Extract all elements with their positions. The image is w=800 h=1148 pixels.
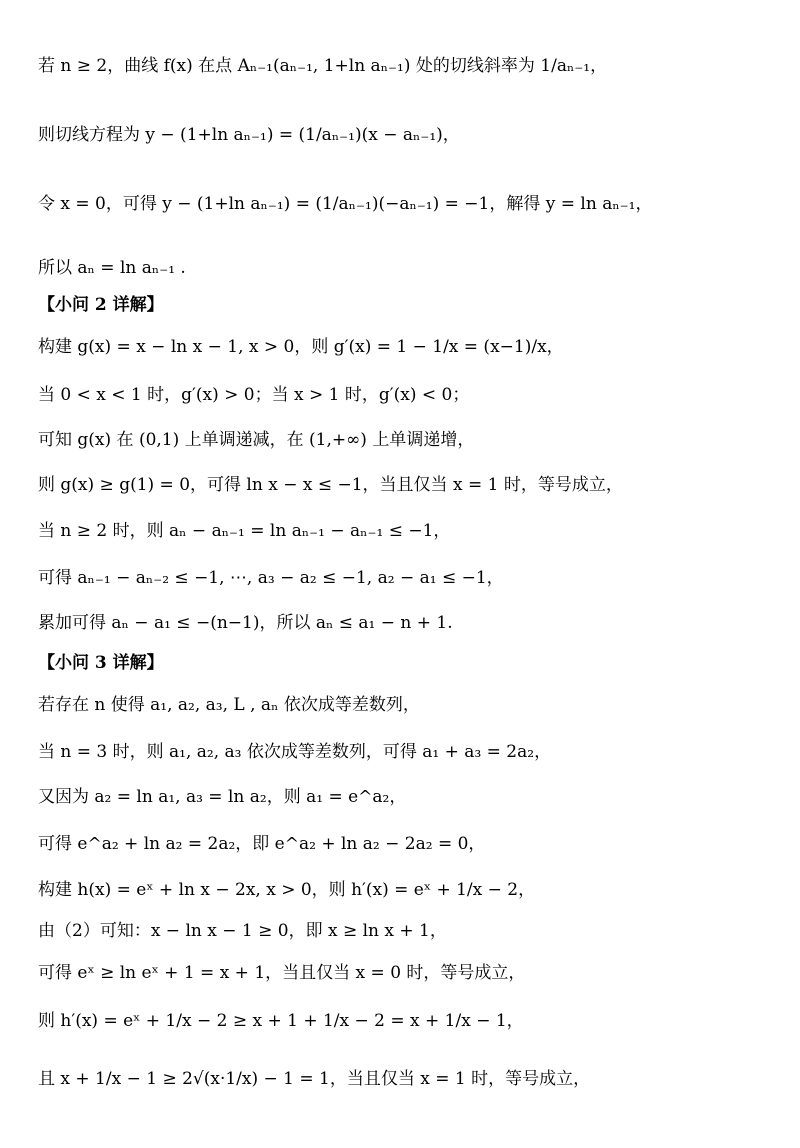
text-line: 则 h′(x) = eˣ + 1/x − 2 ≥ x + 1 + 1/x − 2 = x + 1/x − 1， xyxy=(38,1011,524,1031)
text-line: 由（2）可知：x − ln x − 1 ≥ 0，即 x ≥ ln x + 1， xyxy=(38,921,447,941)
text-line: 累加可得 aₙ − a₁ ≤ −(n−1)，所以 aₙ ≤ a₁ − n + 1. xyxy=(38,613,453,633)
text-line: 当 n ≥ 2 时，则 aₙ − aₙ₋₁ = ln aₙ₋₁ − aₙ₋₁ ≤ −1， xyxy=(38,521,451,541)
text-line: 且 x + 1/x − 1 ≥ 2√(x·1/x) − 1 = 1，当且仅当 x = 1 时，等号成立， xyxy=(38,1069,591,1089)
section-heading: 【小问 3 详解】 xyxy=(38,653,164,673)
text-line: 可得 eˣ ≥ ln eˣ + 1 = x + 1，当且仅当 x = 0 时，等号成立， xyxy=(38,963,526,983)
text-line: 若 n ≥ 2，曲线 f(x) 在点 Aₙ₋₁(aₙ₋₁, 1+ln aₙ₋₁) 处的切线斜率为 1/aₙ₋₁， xyxy=(38,56,608,76)
text-line: 构建 g(x) = x − ln x − 1, x > 0，则 g′(x) = 1 − 1/x = (x−1)/x， xyxy=(38,337,564,357)
text-line: 可得 aₙ₋₁ − aₙ₋₂ ≤ −1, ⋯, a₃ − a₂ ≤ −1, a₂ − a₁ ≤ −1， xyxy=(38,568,504,588)
text-line: 当 0 < x < 1 时，g′(x) > 0；当 x > 1 时，g′(x) < 0； xyxy=(38,385,470,405)
text-line: 令 x = 0，可得 y − (1+ln aₙ₋₁) = (1/aₙ₋₁)(−aₙ₋₁) = −1，解得 y = ln aₙ₋₁， xyxy=(38,194,653,214)
text-line: 又因为 a₂ = ln a₁, a₃ = ln a₂，则 a₁ = e^a₂， xyxy=(38,787,407,807)
section-heading: 【小问 2 详解】 xyxy=(38,295,164,315)
text-line: 可知 g(x) 在 (0,1) 上单调递减，在 (1,+∞) 上单调递增， xyxy=(38,430,475,450)
text-line: 构建 h(x) = eˣ + ln x − 2x, x > 0，则 h′(x) = eˣ + 1/x − 2， xyxy=(38,880,536,900)
text-line: 则切线方程为 y − (1+ln aₙ₋₁) = (1/aₙ₋₁)(x − aₙ₋₁)， xyxy=(38,125,460,145)
text-line: 可得 e^a₂ + ln a₂ = 2a₂，即 e^a₂ + ln a₂ − 2a₂ = 0， xyxy=(38,834,486,854)
text-line: 当 n = 3 时，则 a₁, a₂, a₃ 依次成等差数列，可得 a₁ + a₃ = 2a₂， xyxy=(38,742,552,762)
text-line: 所以 aₙ = ln aₙ₋₁ . xyxy=(38,258,186,278)
text-line: 则 g(x) ≥ g(1) = 0，可得 ln x − x ≤ −1，当且仅当 x = 1 时，等号成立， xyxy=(38,475,623,495)
text-line: 若存在 n 使得 a₁, a₂, a₃, L , aₙ 依次成等差数列， xyxy=(38,695,420,715)
